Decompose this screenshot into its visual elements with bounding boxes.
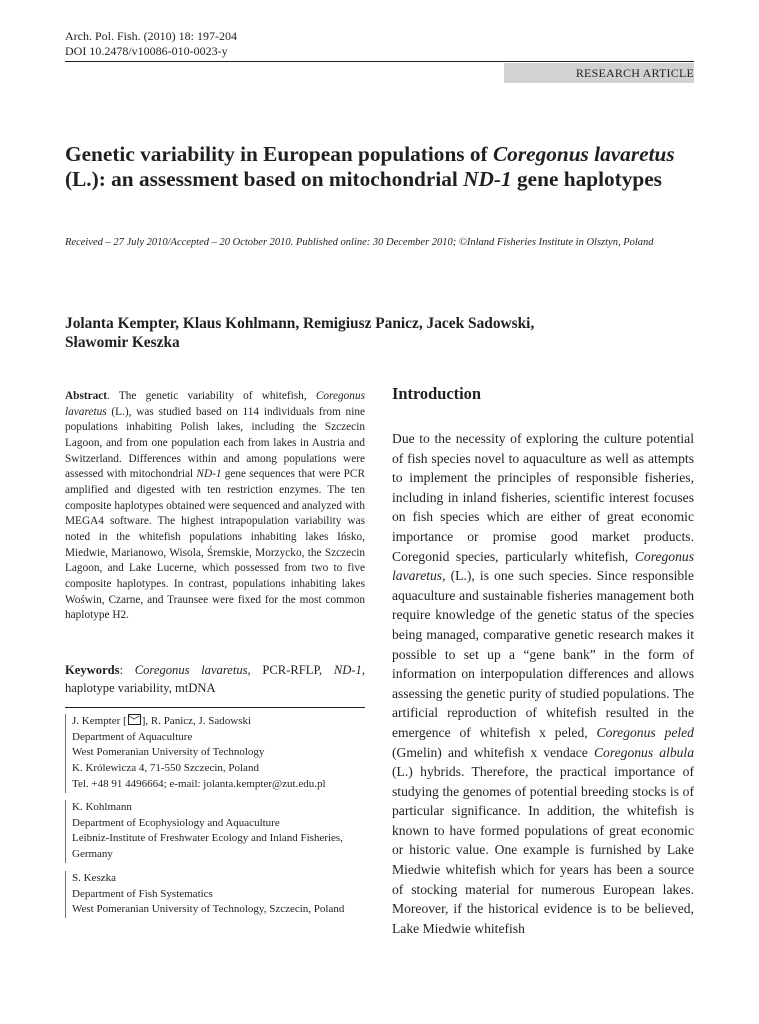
keywords-gene: ND-1 [333,663,362,677]
affiliation-line: Germany [72,848,113,861]
intro-species: Coregonus albula [593,744,694,760]
affiliation-rule [65,707,365,708]
author-line: Jolanta Kempter, Klaus Kohlmann, Remigiusz Panicz, Jacek Sadowski, [65,315,535,332]
title-text: (L.): an assessment based on mitochondrial [65,167,464,191]
envelope-icon [128,714,141,725]
abstract-run: . The genetic variability of whitefish, [107,390,316,402]
affiliation-line: West Pomeranian University of Technology, Szczecin, Poland [72,903,345,916]
header-rule [65,61,694,62]
intro-species: Coregonus lavaretus [392,548,694,584]
section-heading-introduction: Introduction [392,384,481,403]
intro-species: Coregonus peled [596,724,694,740]
abstract-label: Abstract [65,390,108,402]
keywords-run: : [119,663,135,677]
received-dates: Received – 27 July 2010/Accepted – 20 October 2010. Published online: 30 December 2010; ©Inland Fisheries Institute in Olsztyn, Poland [65,237,654,248]
affiliation-block [65,800,343,863]
intro-run: , (L.), is one such species. Since responsible aquaculture and sustainable fisheries management both require knowledge of the genetic status of the species being managed, comparative genetic research makes it possible to set up a “gene bank” in the form of information on interpopulation differences and allows assessing the genetic purity of studied populations. The artificial reproduction of whitefish resulted in the emergence of whitefish x peled, [392,568,694,740]
author-line: Sławomir Keszka [65,334,180,351]
affiliation-authors [72,714,326,730]
affiliation-block [65,871,344,918]
affiliation-line: S. Keszka [72,872,116,884]
title-text: gene haplotypes [511,167,662,191]
keywords-label: Keywords [65,663,120,677]
intro-run: (Gmelin) and whitefish x vendace [392,744,594,760]
abstract-run: (L.), was studied based on 114 individuals from nine populations inhabiting Polish lakes, including the Szczecin Lagoon, and from one population each from lakes in Austria and Switzerland. Differences within and among populations were assessed with mitochondrial [65,405,365,481]
affiliation-line: K. Kohlmann [72,801,132,813]
abstract-run: gene sequences that were PCR amplified and digested with ten restriction enzymes. The ten composite haplotypes obtained were sequenced and analyzed with MEGA4 software. The highest intrapopulation variability was noted in the whitefish populations inhabiting lakes Ińsko, Miedwie, Marianowo, Wisola, Śremskie, Morzycko, the Szczecin Lagoon, and Lake Lucerne, which possessed from two to five composite haplotypes. In contrast, populations inhabiting lakes Woświn, Czarne, and Traunsee were fixed for the most common haplotype H2. [65,468,365,622]
keywords-run: PCR-RFLP, [250,663,334,677]
title-text: Genetic variability in European populations of [65,142,493,166]
author-list [65,314,625,352]
journal-citation: Arch. Pol. Fish. (2010) 18: 197-204 [65,29,237,43]
affiliation-name: J. Kempter [ [72,715,127,727]
affiliation-line: Department of Aquaculture [72,730,193,743]
affiliation-block [65,714,326,793]
abstract-species: Coregonus lavaretus [65,390,365,418]
affiliation-line: Leibniz-Institute of Freshwater Ecology and Inland Fisheries, [72,832,343,845]
abstract [65,389,365,624]
article-type-label: RESEARCH ARTICLE [575,66,694,80]
article-title [65,142,685,192]
keywords-species: Coregonus lavaretus, [134,663,251,677]
affiliation-line: Department of Ecophysiology and Aquaculture [72,816,280,829]
affiliation-contact: Tel. +48 91 4496664; e-mail: jolanta.kempter@zut.edu.pl [72,777,326,790]
abstract-text [65,389,365,624]
journal-citation-block [65,29,237,59]
keywords [65,662,365,697]
affiliation-line: Department of Fish Systematics [72,887,213,900]
journal-doi: DOI 10.2478/v10086-010-0023-y [65,44,228,58]
introduction-text [392,429,694,938]
title-gene: ND-1 [463,167,512,191]
affiliation-line: K. Królewicza 4, 71-550 Szczecin, Poland [72,762,259,775]
affiliation-line: West Pomeranian University of Technology [72,746,265,759]
affiliation-name: ], R. Panicz, J. Sadowski [141,715,252,727]
intro-run: (L.) hybrids. Therefore, the practical importance of studying the genomes of potential breeding stocks is of particular significance. In addition, the whitefish is known to have formed populations of great economic or historic value. One example is furnished by Lake Miedwie whitefish which for years has been a source of stocking material for numerous European lakes. Moreover, if the historical evidence is to be believed, Lake Miedwie whitefish [392,764,694,936]
intro-run: Due to the necessity of exploring the culture potential of fish species novel to aquaculture as well as attempts to implement the principles of responsible fisheries, including in inland fisheries, scientific interest focuses on fish species which are either of great economic importance or promise good market products. Coregonid species, particularly whitefish, [392,431,694,564]
abstract-gene: ND-1 [196,468,222,481]
keywords-run: , haplotype variability, mtDNA [65,663,365,695]
title-species: Coregonus lavaretus [492,142,675,166]
